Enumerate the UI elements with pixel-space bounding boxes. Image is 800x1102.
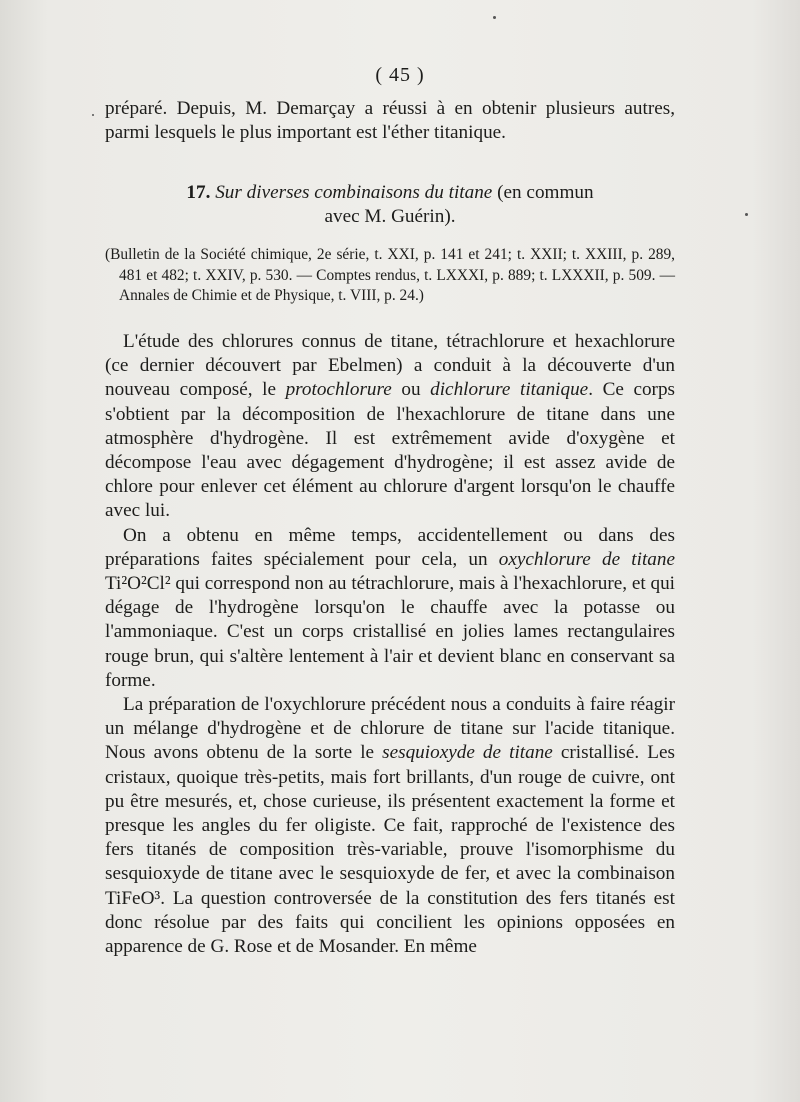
paragraph1-text-a: L'étude des chlorures connus de titane, tétrachlorure et hexachlorure (ce dernier découvert par Ebelmen) a conduit à la découverte d'un nouveau composé, le — [105, 331, 675, 401]
intro-paragraph-block — [105, 97, 675, 145]
section-number: 17. — [186, 182, 211, 203]
paragraph3-text-c: . La question controversée de la constitution des fers titanés est donc résolue par des faits qui concilient les opinions opposées en apparence de G. Rose et de Mosander. En même — [105, 887, 675, 958]
paragraph3-text-b: cristallisé. Les cristaux, quoique très-petits, mais fort brillants, d'un rouge de cuivre, ont pu être mesurés, et, chose curieuse, ils présentent exactement la forme et presque les angles du fer oligiste. Ce fait, rapproché de l'existence des fers titanés de composition très-variable, prouve l'isomorphisme du sesquioxyde de titane avec le sesquioxyde de fer, et avec la combinaison — [105, 742, 675, 885]
paper-speck — [92, 114, 94, 116]
page-number: ( 45 ) — [375, 64, 425, 86]
paragraph-oxychlorure — [105, 524, 675, 693]
section-subtitle-line2: avec M. Guérin). — [324, 206, 456, 227]
paper-speck — [493, 16, 496, 19]
paragraph2-text-a: On a obtenu en même temps, accidentellement ou dans des préparations faites spécialement pour cela, un — [105, 524, 675, 570]
paragraph2-formula: Ti²O²Cl² — [105, 573, 171, 595]
paragraph-chlorures — [105, 330, 675, 524]
section-subtitle-line1: (en commun — [497, 182, 594, 203]
section-heading-block — [105, 181, 675, 229]
paragraph3-formula: TiFeO³ — [105, 887, 161, 909]
paragraph1-italic-protochlorure: protochlorure — [285, 379, 392, 401]
paragraph1-italic-dichlorure: dichlorure titanique — [430, 379, 589, 401]
section-heading — [105, 181, 675, 229]
paragraph2-italic-oxychlorure: oxychlorure de titane — [498, 548, 675, 570]
section-title: Sur diverses combinaisons du titane — [215, 182, 493, 203]
paragraph1-text-b: ou — [391, 379, 431, 401]
intro-paragraph: préparé. Depuis, M. Demarçay a réussi à en obtenir plusieurs autres, parmi lesquels le plus important est l'éther titanique. — [105, 98, 675, 144]
paragraph2-text-b: qui correspond non au tétrachlorure, mais à l'hexachlorure, et qui dégage de l'hydrogène lorsqu'on le chauffe avec la potasse ou l'ammoniaque. C'est un corps cristallisé en jolies lames rectangulaires rouge brun, qui s'altère lentement à l'air et devient blanc en conservant sa forme. — [105, 573, 675, 691]
body-text — [105, 330, 675, 959]
citation: (Bulletin de la Société chimique, 2e série, t. XXI, p. 141 et 241; t. XXII; t. XXIII, p. 289, 481 et 482; t. XXIV, p. 530. — Comptes rendus, t. LXXXI, p. 889; t. LXXXII, p. 509. — Annales de Chimie et de Physique, t. VIII, p. 24.) — [105, 246, 675, 304]
paragraph3-text-a: La préparation de l'oxychlorure précédent nous a conduits à faire réagir un mélange d'hydrogène et de chlorure de titane sur l'acide titanique. Nous avons obtenu de la sorte le — [105, 694, 675, 764]
paper-speck — [745, 213, 748, 216]
paragraph-sesquioxyde — [105, 693, 675, 959]
paragraph3-italic-sesquioxyde: sesquioxyde de titane — [382, 742, 553, 764]
paragraph1-text-c: . Ce corps s'obtient par la décomposition de l'hexachlorure de titane dans une atmosphère d'hydrogène. Il est extrêmement avide d'oxygène et décompose l'eau avec dégagement d'hydrogène; il est assez avide de chlore pour enlever cet élément au chlorure d'argent lorsqu'on le chauffe avec lui. — [105, 379, 676, 522]
citation-block — [105, 245, 675, 307]
